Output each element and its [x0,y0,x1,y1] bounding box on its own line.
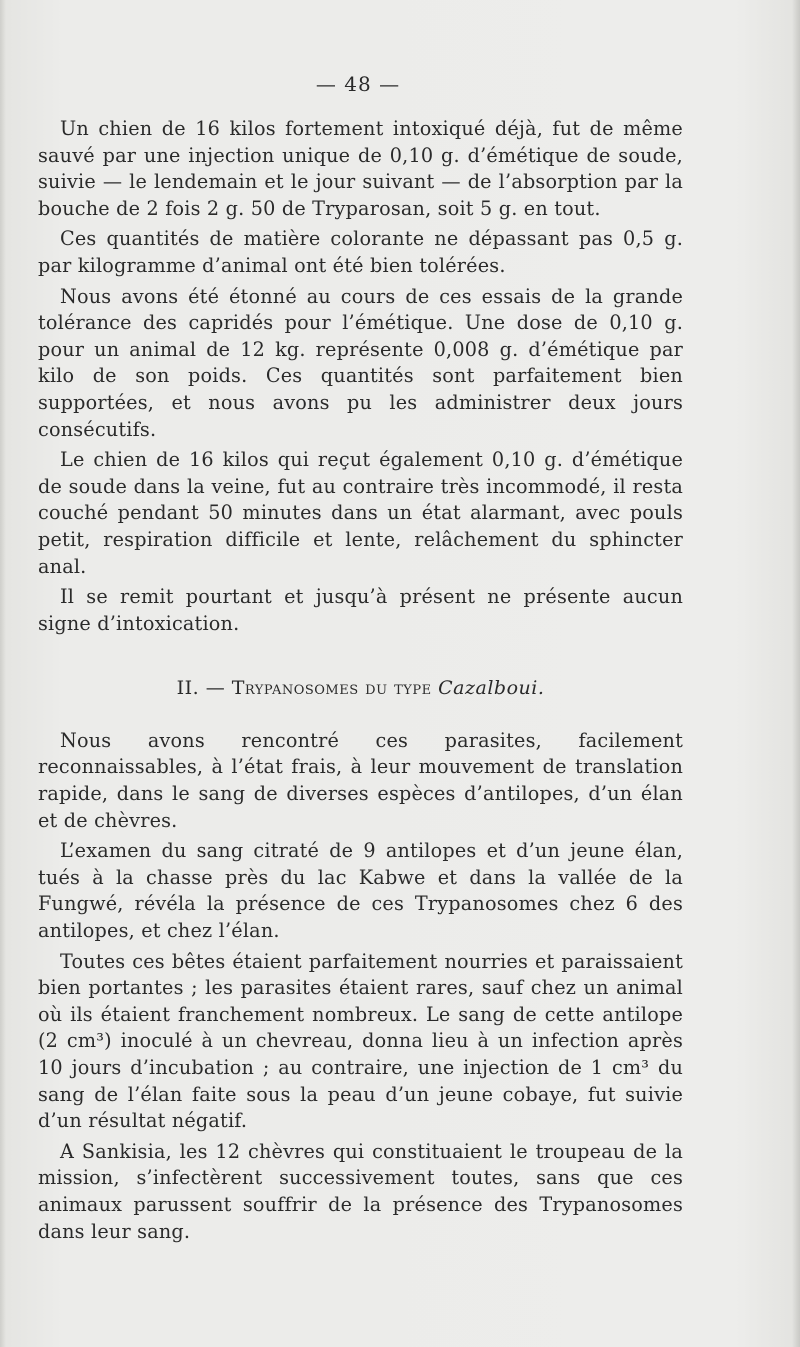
section-title-species: Cazalboui. [438,677,545,700]
section-title: Trypanosomes du type [231,677,432,700]
body-text [38,116,683,1249]
page-number: — 48 — [315,72,401,96]
paragraph: L’examen du sang citraté de 9 antilopes et d’un jeune élan, tués à la chasse près du lac Kabwe et dans la vallée de la Fungwé, révéla la présence de ces Trypanosomes chez 6 des antilopes, et chez l’élan. [38,839,683,943]
paragraph: Le chien de 16 kilos qui reçut également 0,10 g. d’émétique de soude dans la veine, fut au contraire très incommodé, il resta couché pendant 50 minutes dans un état alarmant, avec pouls petit, respiration difficile et lente, relâchement du sphincter anal. [38,448,683,578]
section-numeral: II. — [176,677,226,700]
paragraph: Toutes ces bêtes étaient parfaitement nourries et paraissaient bien portantes ; les parasites étaient rares, sauf chez un animal où ils étaient franchement nombreux. Le sang de cette antilope (2 cm³) inoculé à un chevreau, donna lieu à un infection après 10 jours d’incubation ; au contraire, une injection de 1 cm³ du sang de l’élan faite sous la peau d’un jeune cobaye, fut suivie d’un résultat négatif. [38,949,683,1133]
section-heading [38,675,683,702]
paragraph: Il se remit pourtant et jusqu’à présent ne présente aucun signe d’intoxication. [38,585,683,635]
page-edge-left [0,0,6,1347]
paragraph: Nous avons rencontré ces parasites, facilement reconnaissables, à l’état frais, à leur mouvement de translation rapide, dans le sang de diverses espèces d’antilopes, d’un élan et de chèvres. [38,728,683,832]
paragraph: Ces quantités de matière colorante ne dépassant pas 0,5 g. par kilogramme d’animal ont été bien tolérées. [38,227,683,277]
page-edge-right [792,0,800,1347]
paragraph: Nous avons été étonné au cours de ces essais de la grande tolérance des capridés pour l’émétique. Une dose de 0,10 g. pour un animal de 12 kg. représente 0,008 g. d’émétique par kilo de son poids. Ces quantités sont parfaitement bien supportées, et nous avons pu les administrer deux jours consécutifs. [38,284,683,441]
paragraph: A Sankisia, les 12 chèvres qui constituaient le troupeau de la mission, s’infectèrent successivement toutes, sans que ces animaux parussent souffrir de la présence des Trypanosomes dans leur sang. [38,1139,683,1243]
paragraph: Un chien de 16 kilos fortement intoxiqué déjà, fut de même sauvé par une injection unique de 0,10 g. d’émétique de soude, suivie — le lendemain et le jour suivant — de l’absorption par la bouche de 2 fois 2 g. 50 de Tryparosan, soit 5 g. en tout. [38,117,683,220]
